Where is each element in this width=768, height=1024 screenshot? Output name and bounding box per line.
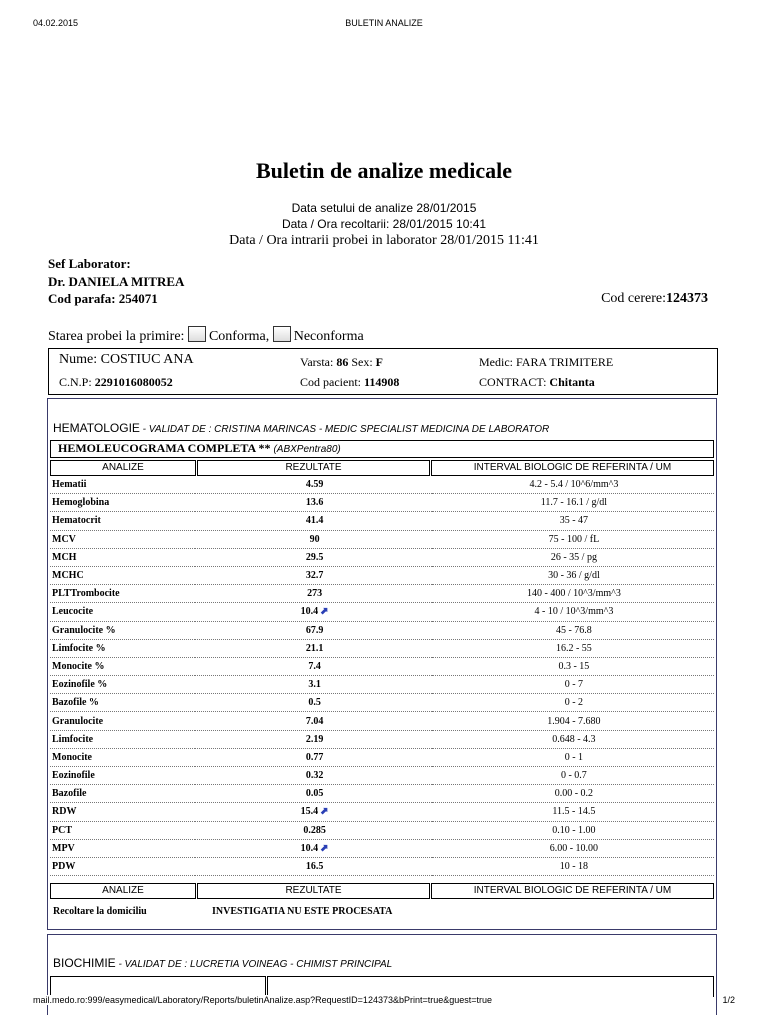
table-row — [50, 857, 714, 875]
analysis-value-text: 10.4 — [300, 606, 319, 618]
analysis-name-text: Bazofile % — [52, 697, 99, 709]
codp-label: Cod pacient: — [300, 375, 361, 389]
analysis-name — [50, 857, 195, 875]
table-row — [50, 767, 714, 785]
results-table — [50, 476, 714, 876]
col-analize-bottom: ANALIZE — [50, 883, 196, 899]
analysis-reference — [432, 566, 714, 584]
analysis-value — [195, 767, 431, 785]
analysis-value — [195, 657, 431, 675]
analysis-value-text: 0.05 — [305, 788, 324, 800]
analysis-name-text: RDW — [52, 806, 77, 818]
analysis-name-text: Limfocite % — [52, 642, 106, 654]
analysis-reference — [432, 748, 714, 766]
analysis-reference — [432, 803, 714, 821]
table-row — [50, 530, 714, 548]
table-row — [50, 639, 714, 657]
analysis-reference — [432, 657, 714, 675]
biochimie-cell-2 — [267, 976, 714, 997]
analysis-value-text: 4.59 — [305, 479, 324, 491]
analysis-reference — [432, 585, 714, 603]
analysis-reference-text: 4.2 - 5.4 / 10^6/mm^3 — [529, 479, 619, 491]
age-label: Varsta: — [300, 355, 334, 369]
analysis-name — [50, 676, 195, 694]
analysis-name — [50, 748, 195, 766]
analysis-name-text: Limfocite — [52, 733, 94, 745]
table-row — [50, 748, 714, 766]
analysis-reference-text: 1.904 - 7.680 — [547, 715, 601, 727]
cerere-line — [601, 291, 708, 307]
contract-value: Chitanta — [549, 375, 595, 389]
analysis-name — [50, 548, 195, 566]
cerere-value: 124373 — [666, 291, 708, 306]
analysis-name-text: Eozinofile % — [52, 679, 108, 691]
analysis-value — [195, 694, 431, 712]
patient-cnp — [59, 375, 173, 390]
analysis-value-text: 273 — [307, 588, 323, 600]
name-value: COSTIUC ANA — [100, 352, 194, 367]
analysis-value-text: 13.6 — [305, 497, 324, 509]
analysis-name-text: Eozinofile — [52, 770, 95, 782]
analysis-name — [50, 585, 195, 603]
starea-label: Starea probei la primire: — [48, 329, 185, 344]
analysis-value-text: 67.9 — [305, 624, 324, 636]
medic-value: FARA TRIMITERE — [516, 355, 614, 369]
analysis-value-text: 32.7 — [305, 570, 324, 582]
analysis-reference — [432, 857, 714, 875]
print-date: 04.02.2015 — [33, 18, 79, 28]
date-intrare: Data / Ora intrarii probei in laborator 28/01/2015 11:41 — [229, 233, 539, 248]
biochimie-title — [53, 956, 392, 970]
analysis-reference-text: 4 - 10 / 10^3/mm^3 — [534, 606, 614, 618]
high-flag-icon: ⬈ — [320, 806, 329, 818]
analysis-value — [195, 512, 431, 530]
analysis-reference-text: 75 - 100 / fL — [548, 533, 600, 545]
print-page: 1/2 — [722, 995, 735, 1005]
analysis-name — [50, 530, 195, 548]
table-row — [50, 712, 714, 730]
analysis-reference-text: 45 - 76.8 — [555, 624, 592, 636]
analysis-name-text: MCH — [52, 551, 77, 563]
analysis-value — [195, 494, 431, 512]
page-title: Buletin de analize medicale — [255, 158, 513, 183]
analysis-name-text: MCV — [52, 533, 76, 545]
analysis-value-text: 15.4 — [300, 806, 319, 818]
hematologie-validat: - VALIDAT DE : CRISTINA MARINCAS - MEDIC SPECIALIST MEDICINA DE LABORATOR — [139, 424, 550, 435]
analysis-reference-text: 0 - 1 — [564, 751, 584, 763]
analysis-reference — [432, 603, 714, 621]
table-row — [50, 476, 714, 494]
analysis-value-text: 41.4 — [305, 515, 324, 527]
parafa-line — [48, 291, 158, 307]
analysis-name-text: Monocite — [52, 751, 92, 763]
analysis-reference-text: 140 - 400 / 10^3/mm^3 — [526, 588, 621, 600]
patient-code — [300, 375, 399, 390]
table-row — [50, 603, 714, 621]
cnp-value: 2291016080052 — [94, 375, 173, 389]
analysis-name-text: MPV — [52, 842, 75, 854]
analysis-name-text: Hematii — [52, 479, 87, 491]
hematologie-title — [53, 421, 549, 435]
patient-age — [300, 355, 383, 370]
analysis-reference-text: 11.7 - 16.1 / g/dl — [540, 497, 608, 509]
analysis-reference-text: 11.5 - 14.5 — [552, 806, 596, 818]
analysis-value-text: 0.77 — [305, 751, 324, 763]
analysis-reference-text: 26 - 35 / pg — [550, 551, 597, 563]
analysis-value — [195, 803, 431, 821]
table-row — [50, 494, 714, 512]
date-recoltare: Data / Ora recoltarii: 28/01/2015 10:41 — [281, 217, 487, 231]
analysis-name-text: MCHC — [52, 570, 84, 582]
conforma-label: Conforma, — [208, 329, 270, 344]
analysis-reference — [432, 476, 714, 494]
hematologie-name: HEMATOLOGIE — [53, 421, 140, 435]
table-row — [50, 839, 714, 857]
table-row — [50, 821, 714, 839]
analysis-name — [50, 839, 195, 857]
date-setul: Data setului de analize 28/01/2015 — [291, 201, 477, 215]
analysis-name — [50, 730, 195, 748]
analysis-reference-text: 0 - 7 — [564, 679, 584, 691]
analysis-reference — [432, 712, 714, 730]
analysis-name — [50, 694, 195, 712]
table-row — [50, 676, 714, 694]
table-row — [50, 548, 714, 566]
table-row — [50, 585, 714, 603]
analysis-name — [50, 512, 195, 530]
analysis-reference — [432, 512, 714, 530]
analysis-reference — [432, 621, 714, 639]
contract-label: CONTRACT: — [479, 375, 547, 389]
analysis-reference — [432, 785, 714, 803]
high-flag-icon: ⬈ — [320, 842, 329, 854]
analysis-name-text: PDW — [52, 861, 76, 873]
parafa-label: Cod parafa: — [48, 291, 116, 306]
analysis-value-text: 90 — [309, 533, 320, 545]
codp-value: 114908 — [363, 375, 400, 389]
analysis-reference-text: 16.2 - 55 — [555, 642, 592, 654]
analysis-value — [195, 712, 431, 730]
recoltare-value: INVESTIGATIA NU ESTE PROCESATA — [212, 906, 393, 917]
analysis-reference — [432, 494, 714, 512]
analysis-name-text: PLTTrombocite — [52, 588, 120, 600]
analysis-value — [195, 585, 431, 603]
high-flag-icon: ⬈ — [320, 606, 329, 618]
sef-label: Sef Laborator: — [48, 256, 131, 271]
name-label: Nume: — [59, 352, 98, 367]
analysis-reference-text: 0.00 - 0.2 — [554, 788, 594, 800]
analysis-reference — [432, 839, 714, 857]
analysis-value — [195, 639, 431, 657]
table-row — [50, 730, 714, 748]
analysis-value-text: 3.1 — [308, 679, 321, 691]
medic-label: Medic: — [479, 355, 513, 369]
sex-label: Sex: — [351, 355, 373, 369]
analysis-value — [195, 476, 431, 494]
analysis-reference-text: 6.00 - 10.00 — [549, 842, 599, 854]
col-interval: INTERVAL BIOLOGIC DE REFERINTA / UM — [431, 460, 714, 476]
col-rezultate-bottom: REZULTATE — [197, 883, 430, 899]
cnp-label: C.N.P: — [59, 375, 92, 389]
analysis-value — [195, 785, 431, 803]
analysis-value-text: 0.5 — [308, 697, 321, 709]
analysis-value-text: 10.4 — [300, 842, 319, 854]
print-url: mail.medo.ro:999/easymedical/Laboratory/Reports/buletinAnalize.asp?RequestID=124373&bPrint=true&guest=true — [33, 995, 493, 1005]
analysis-name-text: Hemoglobina — [52, 497, 110, 509]
analysis-value — [195, 821, 431, 839]
panel-title — [58, 441, 341, 456]
analysis-value — [195, 566, 431, 584]
panel-name: HEMOLEUCOGRAMA COMPLETA ** — [58, 441, 271, 455]
sex-value: F — [375, 355, 384, 369]
analysis-name — [50, 657, 195, 675]
age-value: 86 — [336, 355, 349, 369]
analysis-reference — [432, 821, 714, 839]
table-row — [50, 785, 714, 803]
analysis-reference-text: 30 - 36 / g/dl — [548, 570, 600, 582]
analysis-name — [50, 785, 195, 803]
recoltare-label: Recoltare la domiciliu — [53, 906, 147, 917]
patient-medic — [479, 355, 613, 370]
analysis-name — [50, 639, 195, 657]
analysis-value-text: 16.5 — [305, 861, 324, 873]
starea-probei — [48, 326, 364, 345]
doctor-name: Dr. DANIELA MITREA — [48, 274, 185, 289]
analysis-name — [50, 566, 195, 584]
col-interval-bottom: INTERVAL BIOLOGIC DE REFERINTA / UM — [431, 883, 714, 899]
analysis-reference — [432, 530, 714, 548]
analysis-value — [195, 621, 431, 639]
analysis-name-text: Hematocrit — [52, 515, 101, 527]
analysis-name-text: PCT — [52, 824, 72, 836]
analysis-reference — [432, 676, 714, 694]
analysis-reference — [432, 730, 714, 748]
analysis-value — [195, 857, 431, 875]
patient-contract — [479, 375, 595, 390]
neconforma-checkbox[interactable] — [273, 326, 291, 342]
analysis-value-text: 29.5 — [305, 551, 324, 563]
analysis-reference — [432, 694, 714, 712]
analysis-name — [50, 712, 195, 730]
table-row — [50, 694, 714, 712]
col-analize: ANALIZE — [50, 460, 196, 476]
table-row — [50, 621, 714, 639]
analysis-name — [50, 476, 195, 494]
neconforma-label: Neconforma — [293, 329, 364, 344]
patient-name — [59, 352, 194, 368]
analysis-value-text: 0.285 — [303, 824, 326, 836]
biochimie-cell-1 — [50, 976, 266, 997]
analysis-reference-text: 0.3 - 15 — [558, 660, 590, 672]
analysis-value — [195, 748, 431, 766]
analysis-reference-text: 0 - 0.7 — [560, 770, 587, 782]
analysis-reference — [432, 767, 714, 785]
analysis-value — [195, 603, 431, 621]
conforma-checkbox[interactable] — [188, 326, 206, 342]
analysis-name — [50, 767, 195, 785]
analysis-value — [195, 548, 431, 566]
print-title: BULETIN ANALIZE — [345, 18, 423, 28]
analysis-reference-text: 0.648 - 4.3 — [552, 733, 596, 745]
analysis-name — [50, 803, 195, 821]
analysis-name — [50, 621, 195, 639]
biochimie-validat: - VALIDAT DE : LUCRETIA VOINEAG - CHIMIST PRINCIPAL — [115, 959, 393, 970]
table-row — [50, 657, 714, 675]
analysis-name — [50, 494, 195, 512]
analysis-name-text: Monocite % — [52, 660, 105, 672]
analysis-value — [195, 730, 431, 748]
parafa-value: 254071 — [118, 291, 158, 306]
analysis-reference-text: 0 - 2 — [564, 697, 584, 709]
analysis-name — [50, 603, 195, 621]
analysis-name — [50, 821, 195, 839]
analysis-reference-text: 35 - 47 — [559, 515, 589, 527]
analysis-value-text: 21.1 — [305, 642, 324, 654]
biochimie-name: BIOCHIMIE — [53, 956, 116, 970]
analysis-value — [195, 676, 431, 694]
table-row — [50, 803, 714, 821]
panel-device: (ABXPentra80) — [273, 444, 341, 455]
analysis-value — [195, 839, 431, 857]
analysis-name-text: Granulocite % — [52, 624, 116, 636]
analysis-name-text: Leucocite — [52, 606, 94, 618]
cerere-label: Cod cerere: — [601, 291, 666, 306]
analysis-value — [195, 530, 431, 548]
analysis-name-text: Granulocite — [52, 715, 104, 727]
analysis-reference-text: 10 - 18 — [559, 861, 589, 873]
analysis-reference — [432, 639, 714, 657]
analysis-reference — [432, 548, 714, 566]
analysis-name-text: Bazofile — [52, 788, 87, 800]
table-row — [50, 512, 714, 530]
analysis-reference-text: 0.10 - 1.00 — [552, 824, 596, 836]
analysis-value-text: 7.04 — [305, 715, 324, 727]
col-rezultate: REZULTATE — [197, 460, 430, 476]
analysis-value-text: 2.19 — [305, 733, 324, 745]
analysis-value-text: 7.4 — [308, 660, 321, 672]
analysis-value-text: 0.32 — [305, 770, 324, 782]
table-row — [50, 566, 714, 584]
